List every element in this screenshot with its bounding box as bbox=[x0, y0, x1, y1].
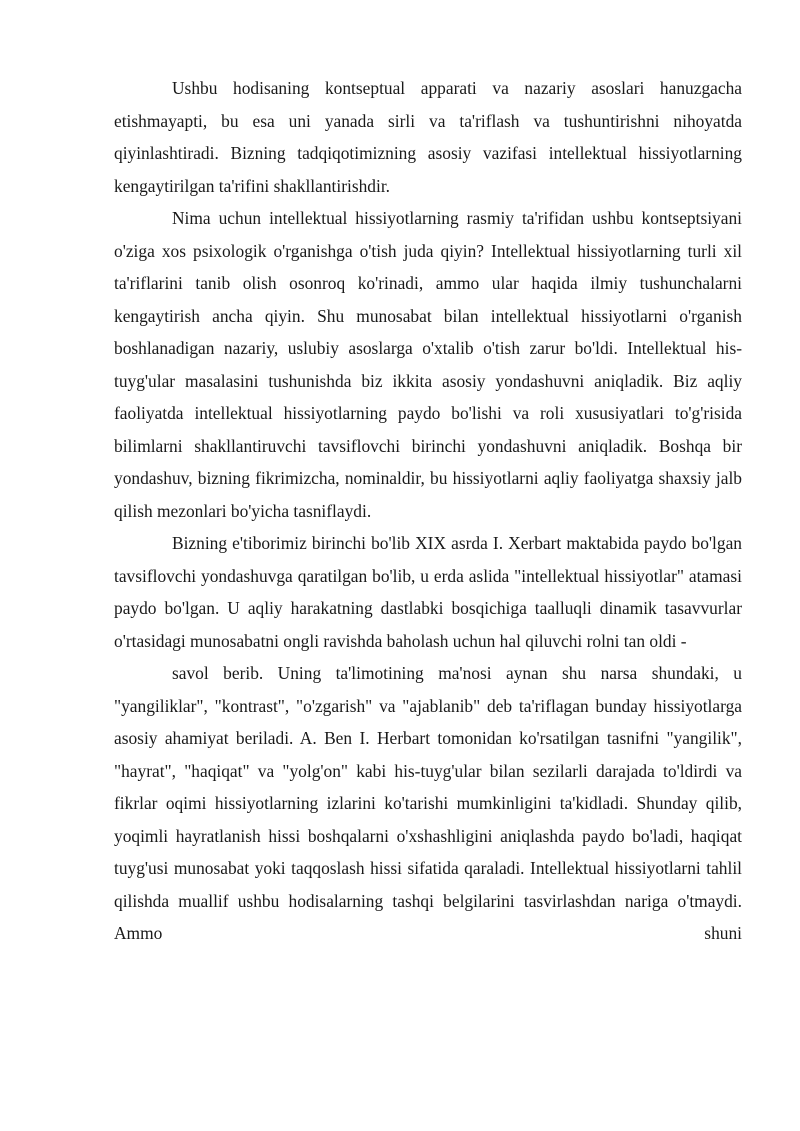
paragraph-3: Bizning e'tiborimiz birinchi bo'lib XIX asrda I. Xerbart maktabida paydo bo'lgan tavsiflovchi yondashuvga qaratilgan bo'lib, u erda aslida "intellektual hissiyotlar" atamasi paydo bo'lgan. U aqliy harakatning dastlabki bosqichiga taalluqli dinamik tasavvurlar o'rtasidagi munosabatni ongli ravishda baholash uchun hal qiluvchi rolni tan oldi - bbox=[114, 533, 742, 651]
paragraph-4: savol berib. Uning ta'limotining ma'nosi aynan shu narsa shundaki, u "yangiliklar", "kontrast", "o'zgarish" va "ajablanib" deb ta'riflagan bunday hissiyotlarga asosiy ahamiyat beriladi. A. Ben I. Herbart tomonidan ko'rsatilgan tasnifni "yangilik", "hayrat", "haqiqat" va "yolg'on" kabi his-tuyg'ular bilan sezilarli darajada to'ldirdi va fikrlar oqimi hissiyotlarning izlarini ko'tarishi mumkinligini ta'kidladi. Shunday qilib, yoqimli hayratlanish hissi boshqalarni o'xshashligini aniqlashda paydo bo'ladi, haqiqat tuyg'usi munosabat yoki taqqoslash hissi sifatida qaraladi. Intellektual hissiyotlarni tahlil qilishda muallif ushbu hodisalarning tashqi belgilarini tasvirlashdan nariga o'tmaydi. Ammo shuni bbox=[114, 663, 742, 943]
paragraph-2: Nima uchun intellektual hissiyotlarning rasmiy ta'rifidan ushbu kontseptsiyani o'ziga xos psixologik o'rganishga o'tish juda qiyin? Intellektual hissiyotlarning turli xil ta'riflarini tanib olish osonroq ko'rinadi, ammo ular haqida ilmiy tushunchalarni kengaytirish ancha qiyin. Shu munosabat bilan intellektual hissiyotlarni o'rganish boshlanadigan nazariy, uslubiy asoslarga o'xtalib o'tish zarur bo'ldi. Intellektual his-tuyg'ular masalasini tushunishda biz ikkita asosiy yondashuvni aniqladik. Biz aqliy faoliyatda intellektual hissiyotlarning paydo bo'lishi va roli xususiyatlari to'g'risida bilimlarni shakllantiruvchi tavsiflovchi birinchi yondashuvni aniqladik. Boshqa bir yondashuv, bizning fikrimizcha, nominaldir, bu hissiyotlarni aqliy faoliyatga shaxsiy jalb qilish mezonlari bo'yicha tasniflaydi. bbox=[114, 208, 742, 521]
document-page bbox=[114, 72, 742, 950]
paragraph-1: Ushbu hodisaning kontseptual apparati va nazariy asoslari hanuzgacha etishmayapti, bu esa uni yanada sirli va ta'riflash va tushuntirishni nihoyatda qiyinlashtiradi. Bizning tadqiqotimizning asosiy vazifasi intellektual hissiyotlarning kengaytirilgan ta'rifini shakllantirishdir. bbox=[114, 78, 742, 196]
